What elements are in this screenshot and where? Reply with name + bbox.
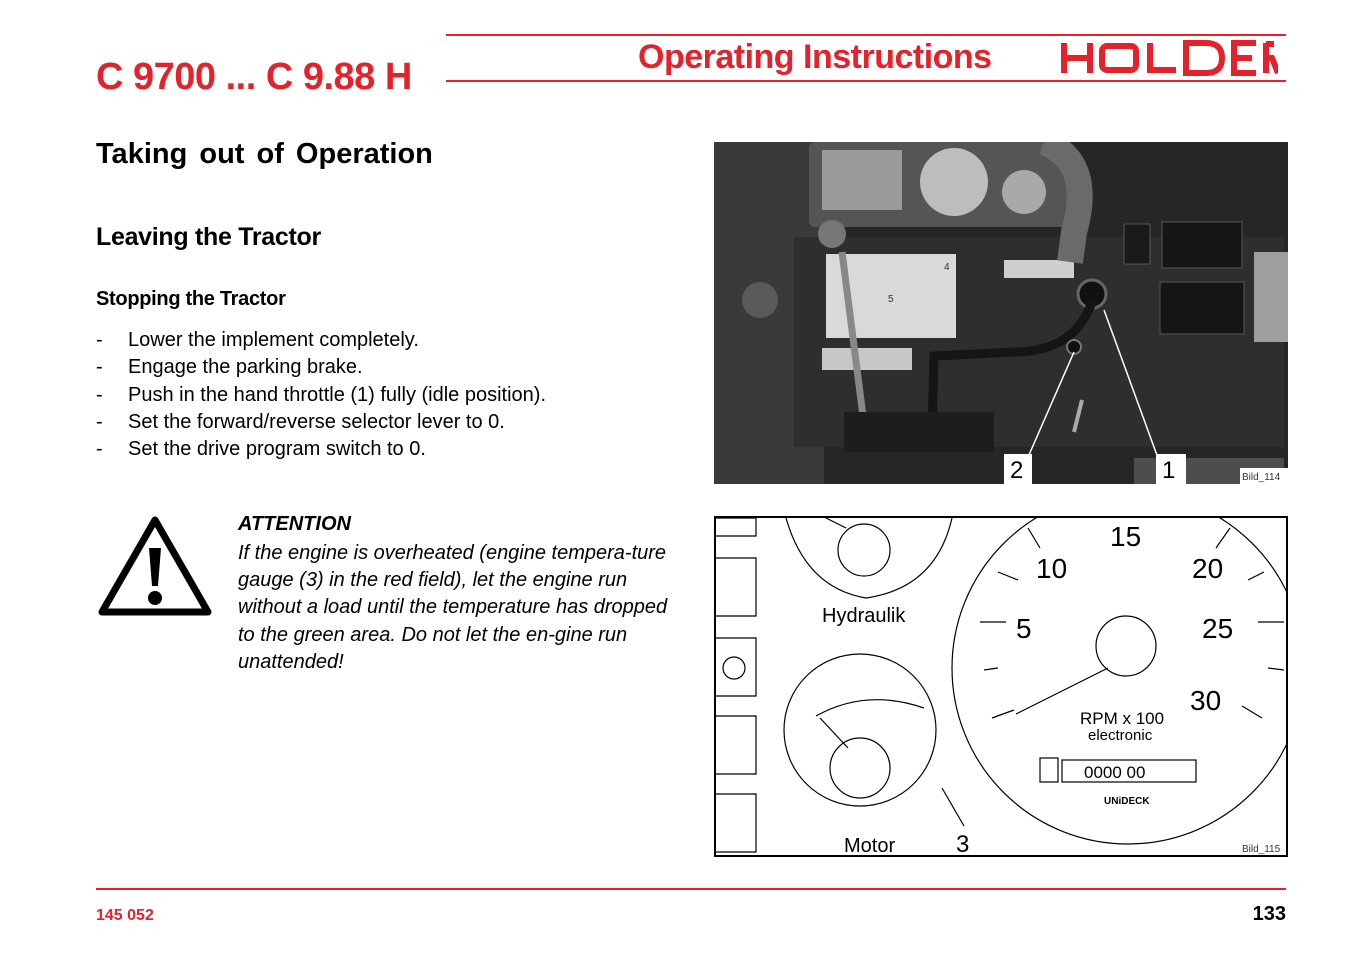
dash-label-5: 5	[888, 294, 894, 305]
document-title: Operating Instructions	[638, 38, 992, 76]
list-item: - Set the forward/reverse selector lever to 0.	[96, 410, 505, 433]
callout-2: 2	[1010, 457, 1024, 484]
callout-3: 3	[956, 831, 970, 855]
footer-rule	[96, 888, 1286, 890]
header-top-rule	[446, 34, 1286, 36]
rpm-electronic-label: electronic	[1088, 727, 1153, 744]
page-number: 133	[1252, 903, 1286, 925]
attention-text: If the engine is overheated (engine tempera-ture gauge (3) in the red field), let the engine run without a load until the temperature has dropped to the green area. Do not let the en-gine run unattended!	[238, 542, 668, 673]
dash-label-4: 4	[944, 262, 950, 273]
figure1-caption: Bild_114	[1242, 472, 1281, 483]
gauge-diagram	[714, 516, 1288, 857]
rpm-tick-25: 25	[1202, 613, 1234, 644]
callout-1: 1	[1162, 457, 1176, 484]
list-item: - Push in the hand throttle (1) fully (idle position).	[96, 383, 546, 406]
model-title: C 9700 ... C 9.88 H	[96, 56, 412, 98]
subsubsection-title: Stopping the Tractor	[96, 288, 286, 310]
hour-meter-readout: 0000 00	[1084, 763, 1146, 782]
header-bottom-rule	[446, 80, 1286, 82]
rpm-tick-30: 30	[1190, 685, 1222, 716]
gauge-diagram-illustration	[716, 518, 1286, 855]
subsection-title: Leaving the Tractor	[96, 223, 321, 251]
document-number: 145 052	[96, 907, 154, 924]
rpm-tick-5: 5	[1016, 613, 1032, 644]
section-title: Taking out of Operation	[96, 138, 433, 170]
list-item: - Lower the implement completely.	[96, 329, 419, 351]
rpm-tick-10: 10	[1036, 553, 1068, 584]
dashboard-photo-illustration	[714, 142, 1288, 484]
attention-label: ATTENTION	[238, 513, 351, 535]
holder-logo	[1060, 40, 1278, 76]
rpm-tick-20: 20	[1192, 553, 1224, 584]
dashboard-photo	[714, 142, 1288, 484]
list-item: - Set the drive program switch to 0.	[96, 438, 426, 461]
unideck-label: UNiDECK	[1104, 796, 1150, 807]
list-item: - Engage the parking brake.	[96, 356, 363, 379]
rpm-unit-label: RPM x 100	[1080, 709, 1165, 728]
figure2-caption: Bild_115	[1242, 844, 1281, 855]
rpm-tick-15: 15	[1110, 521, 1142, 552]
motor-label: Motor	[844, 835, 896, 855]
step-list	[96, 327, 546, 463]
hydraulik-label: Hydraulik	[822, 605, 906, 627]
warning-triangle-icon	[96, 514, 214, 618]
